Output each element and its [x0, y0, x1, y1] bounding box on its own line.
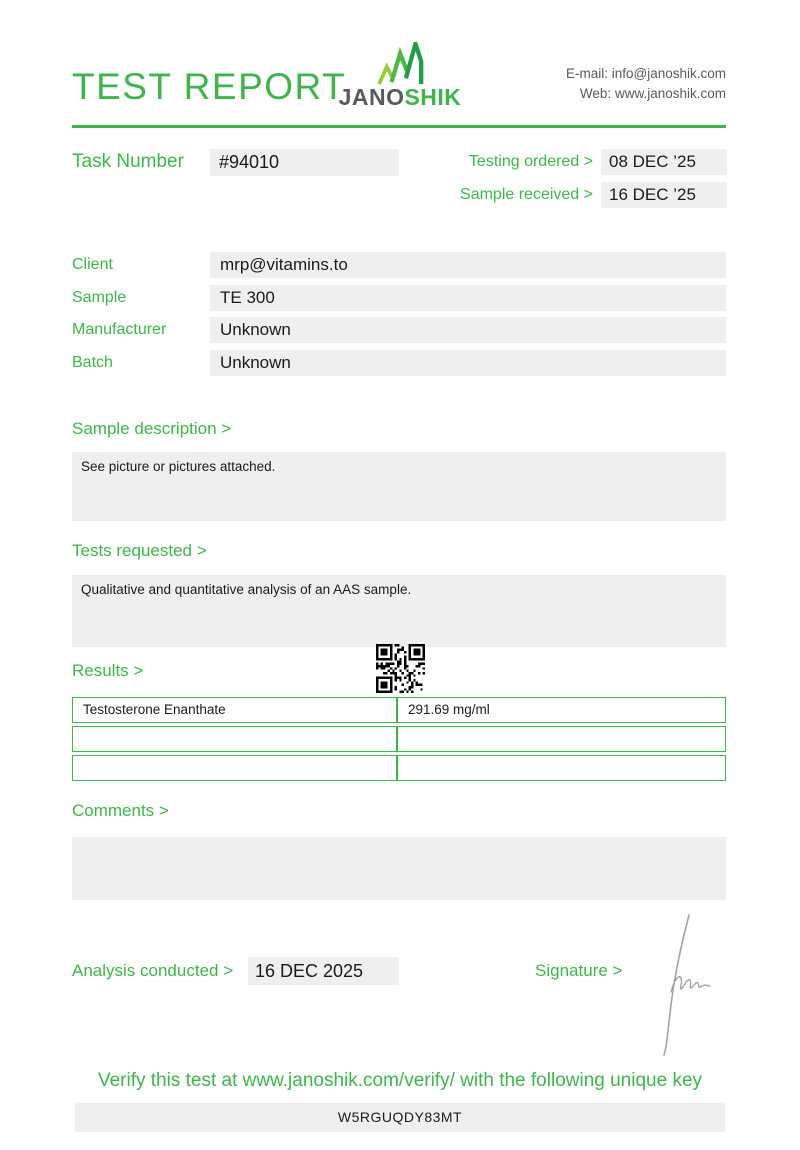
tests-requested-text: Qualitative and quantitative analysis of an AAS sample. — [81, 582, 412, 597]
sample-received-label: Sample received > — [460, 186, 593, 203]
contact-email-line: E-mail: info@janoshik.com — [565, 66, 726, 81]
verify-key-value: W5RGUQDY83MT — [337, 1109, 463, 1125]
results-table-row — [72, 755, 726, 781]
manufacturer-value-box — [210, 317, 726, 343]
testing-ordered-value: 08 DEC ’25 — [609, 152, 696, 171]
comments-heading: Comments > — [72, 801, 169, 820]
sample-description-heading: Sample description > — [72, 419, 232, 438]
result-value-cell: 291.69 mg/ml — [397, 697, 726, 723]
sample-description-box — [72, 452, 726, 521]
analysis-conducted-label: Analysis conducted > — [72, 961, 234, 980]
comments-box — [72, 837, 726, 900]
result-value-cell — [397, 726, 726, 752]
results-table-row — [72, 697, 726, 723]
client-value: mrp@vitamins.to — [220, 255, 348, 274]
client-value-box — [210, 252, 726, 278]
verify-key-box — [75, 1103, 725, 1132]
sample-value: TE 300 — [220, 288, 275, 307]
header-divider — [72, 125, 726, 128]
brand-logo-dark-part: JANO — [338, 84, 405, 110]
qr-code-image — [376, 644, 425, 693]
result-substance-cell — [72, 726, 397, 752]
brand-logo-green-part: SHIK — [404, 84, 462, 110]
manufacturer-label: Manufacturer — [72, 321, 167, 338]
testing-ordered-label: Testing ordered > — [468, 153, 593, 170]
signature-label: Signature > — [535, 961, 623, 980]
sample-value-box — [210, 285, 726, 311]
batch-value-box — [210, 350, 726, 376]
trend-chart-icon — [374, 42, 432, 86]
result-value-cell — [397, 755, 726, 781]
client-label: Client — [72, 256, 113, 273]
signature-image — [638, 912, 713, 1057]
result-substance-cell — [72, 755, 397, 781]
sample-description-text: See picture or pictures attached. — [81, 459, 276, 474]
page-title: TEST REPORT — [72, 66, 347, 107]
tests-requested-box — [72, 575, 726, 647]
contact-email-value: info@janoshik.com — [611, 66, 726, 81]
task-number-value: #94010 — [219, 152, 280, 172]
brand-logo — [330, 84, 470, 111]
sample-received-value-box — [601, 182, 727, 208]
batch-label: Batch — [72, 354, 113, 371]
verify-instruction: Verify this test at www.janoshik.com/verify/ with the following unique key — [97, 1070, 703, 1091]
testing-ordered-value-box — [601, 149, 727, 175]
contact-info — [566, 64, 726, 104]
contact-web-value: www.janoshik.com — [614, 86, 726, 101]
batch-value: Unknown — [220, 353, 291, 372]
results-table — [72, 697, 726, 784]
results-heading: Results > — [72, 661, 144, 680]
task-number-value-box — [210, 149, 399, 176]
analysis-conducted-value-box — [248, 957, 399, 985]
task-number-label: Task Number — [72, 151, 184, 172]
results-table-row — [72, 726, 726, 752]
result-substance-cell: Testosterone Enanthate — [72, 697, 397, 723]
sample-label: Sample — [72, 289, 127, 306]
contact-web-line: Web: www.janoshik.com — [579, 86, 726, 101]
tests-requested-heading: Tests requested > — [72, 541, 207, 560]
analysis-conducted-value: 16 DEC 2025 — [255, 961, 364, 981]
sample-received-value: 16 DEC ’25 — [609, 185, 696, 204]
manufacturer-value: Unknown — [220, 320, 291, 339]
